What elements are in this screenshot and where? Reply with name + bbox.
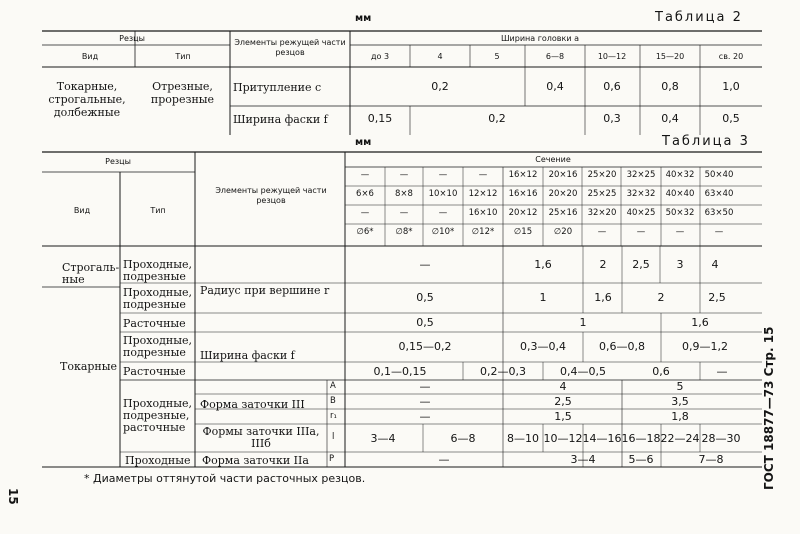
- t2-width-col: 15—20: [655, 52, 685, 61]
- t2-row1-label: Притупление c: [233, 81, 322, 94]
- section-cell: 16×16: [508, 189, 538, 199]
- t3-mark-a: A: [330, 381, 336, 391]
- t3-type: Расточные: [123, 365, 186, 378]
- section-cell: 32×25: [626, 170, 656, 180]
- t3-vid-strogal: Строгаль-ные: [62, 261, 120, 286]
- section-cell: —: [399, 208, 409, 218]
- section-cell: ∅10*: [431, 227, 455, 237]
- t3-value: 2,5: [708, 291, 726, 304]
- section-cell: 40×25: [626, 208, 656, 218]
- t3-elem-forma3: Форма заточки III: [200, 398, 305, 411]
- t2-row2-value: 0,4: [661, 112, 679, 125]
- section-cell: 63×50: [704, 208, 734, 218]
- t3-value: 16—18: [621, 432, 661, 445]
- t3-value: 0,2—0,3: [480, 365, 526, 378]
- t3-value: 0,5: [416, 291, 434, 304]
- t3-value: —: [419, 258, 431, 271]
- t3-value: 6—8: [450, 432, 476, 445]
- t3-value: 10—12: [543, 432, 583, 445]
- section-cell: 32×32: [626, 189, 656, 199]
- t3-value: 3—4: [570, 453, 596, 466]
- t3-value: 1,6: [534, 258, 552, 271]
- t3-mark-p: P: [329, 454, 335, 464]
- t2-row1-value: 0,8: [661, 80, 679, 93]
- t3-elem-fask: Ширина фаски f: [200, 349, 295, 362]
- t2-units: мм: [355, 13, 372, 24]
- t3-value: 1,6: [594, 291, 612, 304]
- t2-row1-value: 0,4: [546, 80, 564, 93]
- t3-value: 2,5: [632, 258, 650, 271]
- t2-row2-value: 0,5: [722, 112, 740, 125]
- t2-width-col: до 3: [370, 52, 390, 61]
- t3-value: 8—10: [507, 432, 539, 445]
- t3-type: Проходные: [125, 454, 191, 467]
- section-cell: 16×10: [468, 208, 498, 218]
- t2-width-col: 10—12: [597, 52, 627, 61]
- section-cell: ∅12*: [471, 227, 495, 237]
- section-cell: —: [675, 227, 685, 237]
- t3-value: 4: [711, 258, 719, 271]
- t3-value: 28—30: [701, 432, 741, 445]
- t2-title: Таблица 2: [655, 10, 743, 25]
- t3-value: 3: [676, 258, 684, 271]
- t3-value: 0,5: [416, 316, 434, 329]
- t3-elem-forma2a: Форма заточки IIа: [202, 454, 309, 467]
- t3-value: —: [419, 395, 431, 408]
- section-cell: —: [597, 227, 607, 237]
- t2-row1-value: 0,2: [431, 80, 449, 93]
- section-cell: —: [399, 170, 409, 180]
- t3-value: 0,6: [652, 365, 670, 378]
- t2-width-header: Ширина головки a: [500, 34, 580, 43]
- section-cell: —: [478, 170, 488, 180]
- t3-mark-b: B: [330, 396, 336, 406]
- section-cell: 12×12: [468, 189, 498, 199]
- t3-value: —: [716, 365, 728, 378]
- t2-width-col: св. 20: [718, 52, 744, 61]
- t3-value: 0,9—1,2: [682, 340, 728, 353]
- t2-tip-header: Тип: [175, 52, 191, 61]
- t3-value: 4: [559, 380, 567, 393]
- t3-value: 2,5: [554, 395, 572, 408]
- t3-value: 0,15—0,2: [398, 340, 452, 353]
- t2-rezcy-header: Резцы: [119, 34, 145, 43]
- t3-mark-r1: r₁: [330, 411, 337, 421]
- section-cell: 20×20: [548, 189, 578, 199]
- section-cell: 25×25: [587, 189, 617, 199]
- t3-type: Проходные, подрезные: [123, 334, 192, 359]
- section-cell: 20×12: [508, 208, 538, 218]
- section-cell: 40×32: [665, 170, 695, 180]
- t2-width-col: 4: [437, 52, 443, 61]
- t3-value: 0,4—0,5: [560, 365, 606, 378]
- t3-vid-header: Вид: [73, 206, 91, 215]
- t3-type: Проходные, подрезные, расточные: [123, 397, 192, 434]
- t3-value: 1,5: [554, 410, 572, 423]
- t3-value: 3,5: [671, 395, 689, 408]
- section-cell: 50×32: [665, 208, 695, 218]
- t2-row1-value: 1,0: [722, 80, 740, 93]
- t3-value: 22—24: [660, 432, 700, 445]
- t3-value: 7—8: [698, 453, 724, 466]
- section-cell: ∅8*: [395, 227, 413, 237]
- section-cell: —: [360, 208, 370, 218]
- t2-row2-value: 0,15: [367, 112, 393, 125]
- section-cell: —: [636, 227, 646, 237]
- section-cell: ∅20: [553, 227, 573, 237]
- t3-value: 1: [539, 291, 547, 304]
- t2-width-col: 6—8: [545, 52, 565, 61]
- page-number: 15: [6, 488, 20, 505]
- t3-elements-header: Элементы режущей части резцов: [215, 186, 327, 205]
- t3-value: —: [419, 410, 431, 423]
- section-cell: 40×40: [665, 189, 695, 199]
- section-cell: —: [714, 227, 724, 237]
- t3-value: 1: [579, 316, 587, 329]
- section-cell: 25×16: [548, 208, 578, 218]
- t2-row2-value: 0,2: [488, 112, 506, 125]
- t2-vid-header: Вид: [81, 52, 99, 61]
- t3-value: 2: [599, 258, 607, 271]
- t3-type: Проходные, подрезные: [123, 286, 192, 311]
- t2-row1-value: 0,6: [603, 80, 621, 93]
- t2-row2-value: 0,3: [603, 112, 621, 125]
- section-cell: 16×12: [508, 170, 538, 180]
- t2-vid-value: Токарные, строгальные, долбежные: [48, 80, 126, 119]
- t3-rezcy-header: Резцы: [105, 157, 131, 166]
- t3-elem-radius: Радиус при вершине r: [200, 284, 330, 297]
- side-caption: ГОСТ 18877—73 Стр. 15: [762, 326, 776, 490]
- t3-units: мм: [355, 137, 372, 148]
- section-cell: 32×20: [587, 208, 617, 218]
- t3-value: 1,8: [671, 410, 689, 423]
- section-cell: 63×40: [704, 189, 734, 199]
- t2-elements-header: Элементы режущей части резцов: [234, 38, 346, 57]
- section-cell: 8×8: [395, 189, 413, 199]
- t2-row2-label: Ширина фаски f: [233, 113, 328, 126]
- t3-value: 0,3—0,4: [520, 340, 566, 353]
- t3-value: —: [419, 380, 431, 393]
- t3-value: —: [438, 453, 450, 466]
- t3-value: 1,6: [691, 316, 709, 329]
- t3-elem-forma3ab: Формы заточки IIIа, IIIб: [202, 425, 320, 450]
- t2-width-col: 5: [494, 52, 500, 61]
- t3-value: 0,1—0,15: [373, 365, 427, 378]
- t3-section-header: Сечение: [535, 155, 571, 164]
- footnote: * Диаметры оттянутой части расточных резцов.: [84, 472, 366, 485]
- section-cell: ∅15: [513, 227, 533, 237]
- t3-mark-l: l: [332, 432, 335, 442]
- t2-tip-value: Отрезные, прорезные: [150, 80, 215, 106]
- t3-type: Проходные, подрезные: [123, 258, 192, 283]
- t3-value: 14—16: [582, 432, 622, 445]
- section-cell: —: [360, 170, 370, 180]
- t3-title: Таблица 3: [662, 134, 750, 149]
- section-cell: 6×6: [356, 189, 374, 199]
- section-cell: —: [438, 170, 448, 180]
- section-cell: 10×10: [428, 189, 458, 199]
- section-cell: —: [438, 208, 448, 218]
- section-cell: 20×16: [548, 170, 578, 180]
- t3-tip-header: Тип: [150, 206, 166, 215]
- t3-value: 2: [657, 291, 665, 304]
- t3-value: 3—4: [370, 432, 396, 445]
- t3-value: 0,6—0,8: [599, 340, 645, 353]
- section-cell: ∅6*: [356, 227, 374, 237]
- section-cell: 25×20: [587, 170, 617, 180]
- t3-value: 5—6: [628, 453, 654, 466]
- t3-type: Расточные: [123, 317, 186, 330]
- t3-vid-tokarnye: Токарные: [60, 360, 118, 373]
- t3-value: 5: [676, 380, 684, 393]
- section-cell: 50×40: [704, 170, 734, 180]
